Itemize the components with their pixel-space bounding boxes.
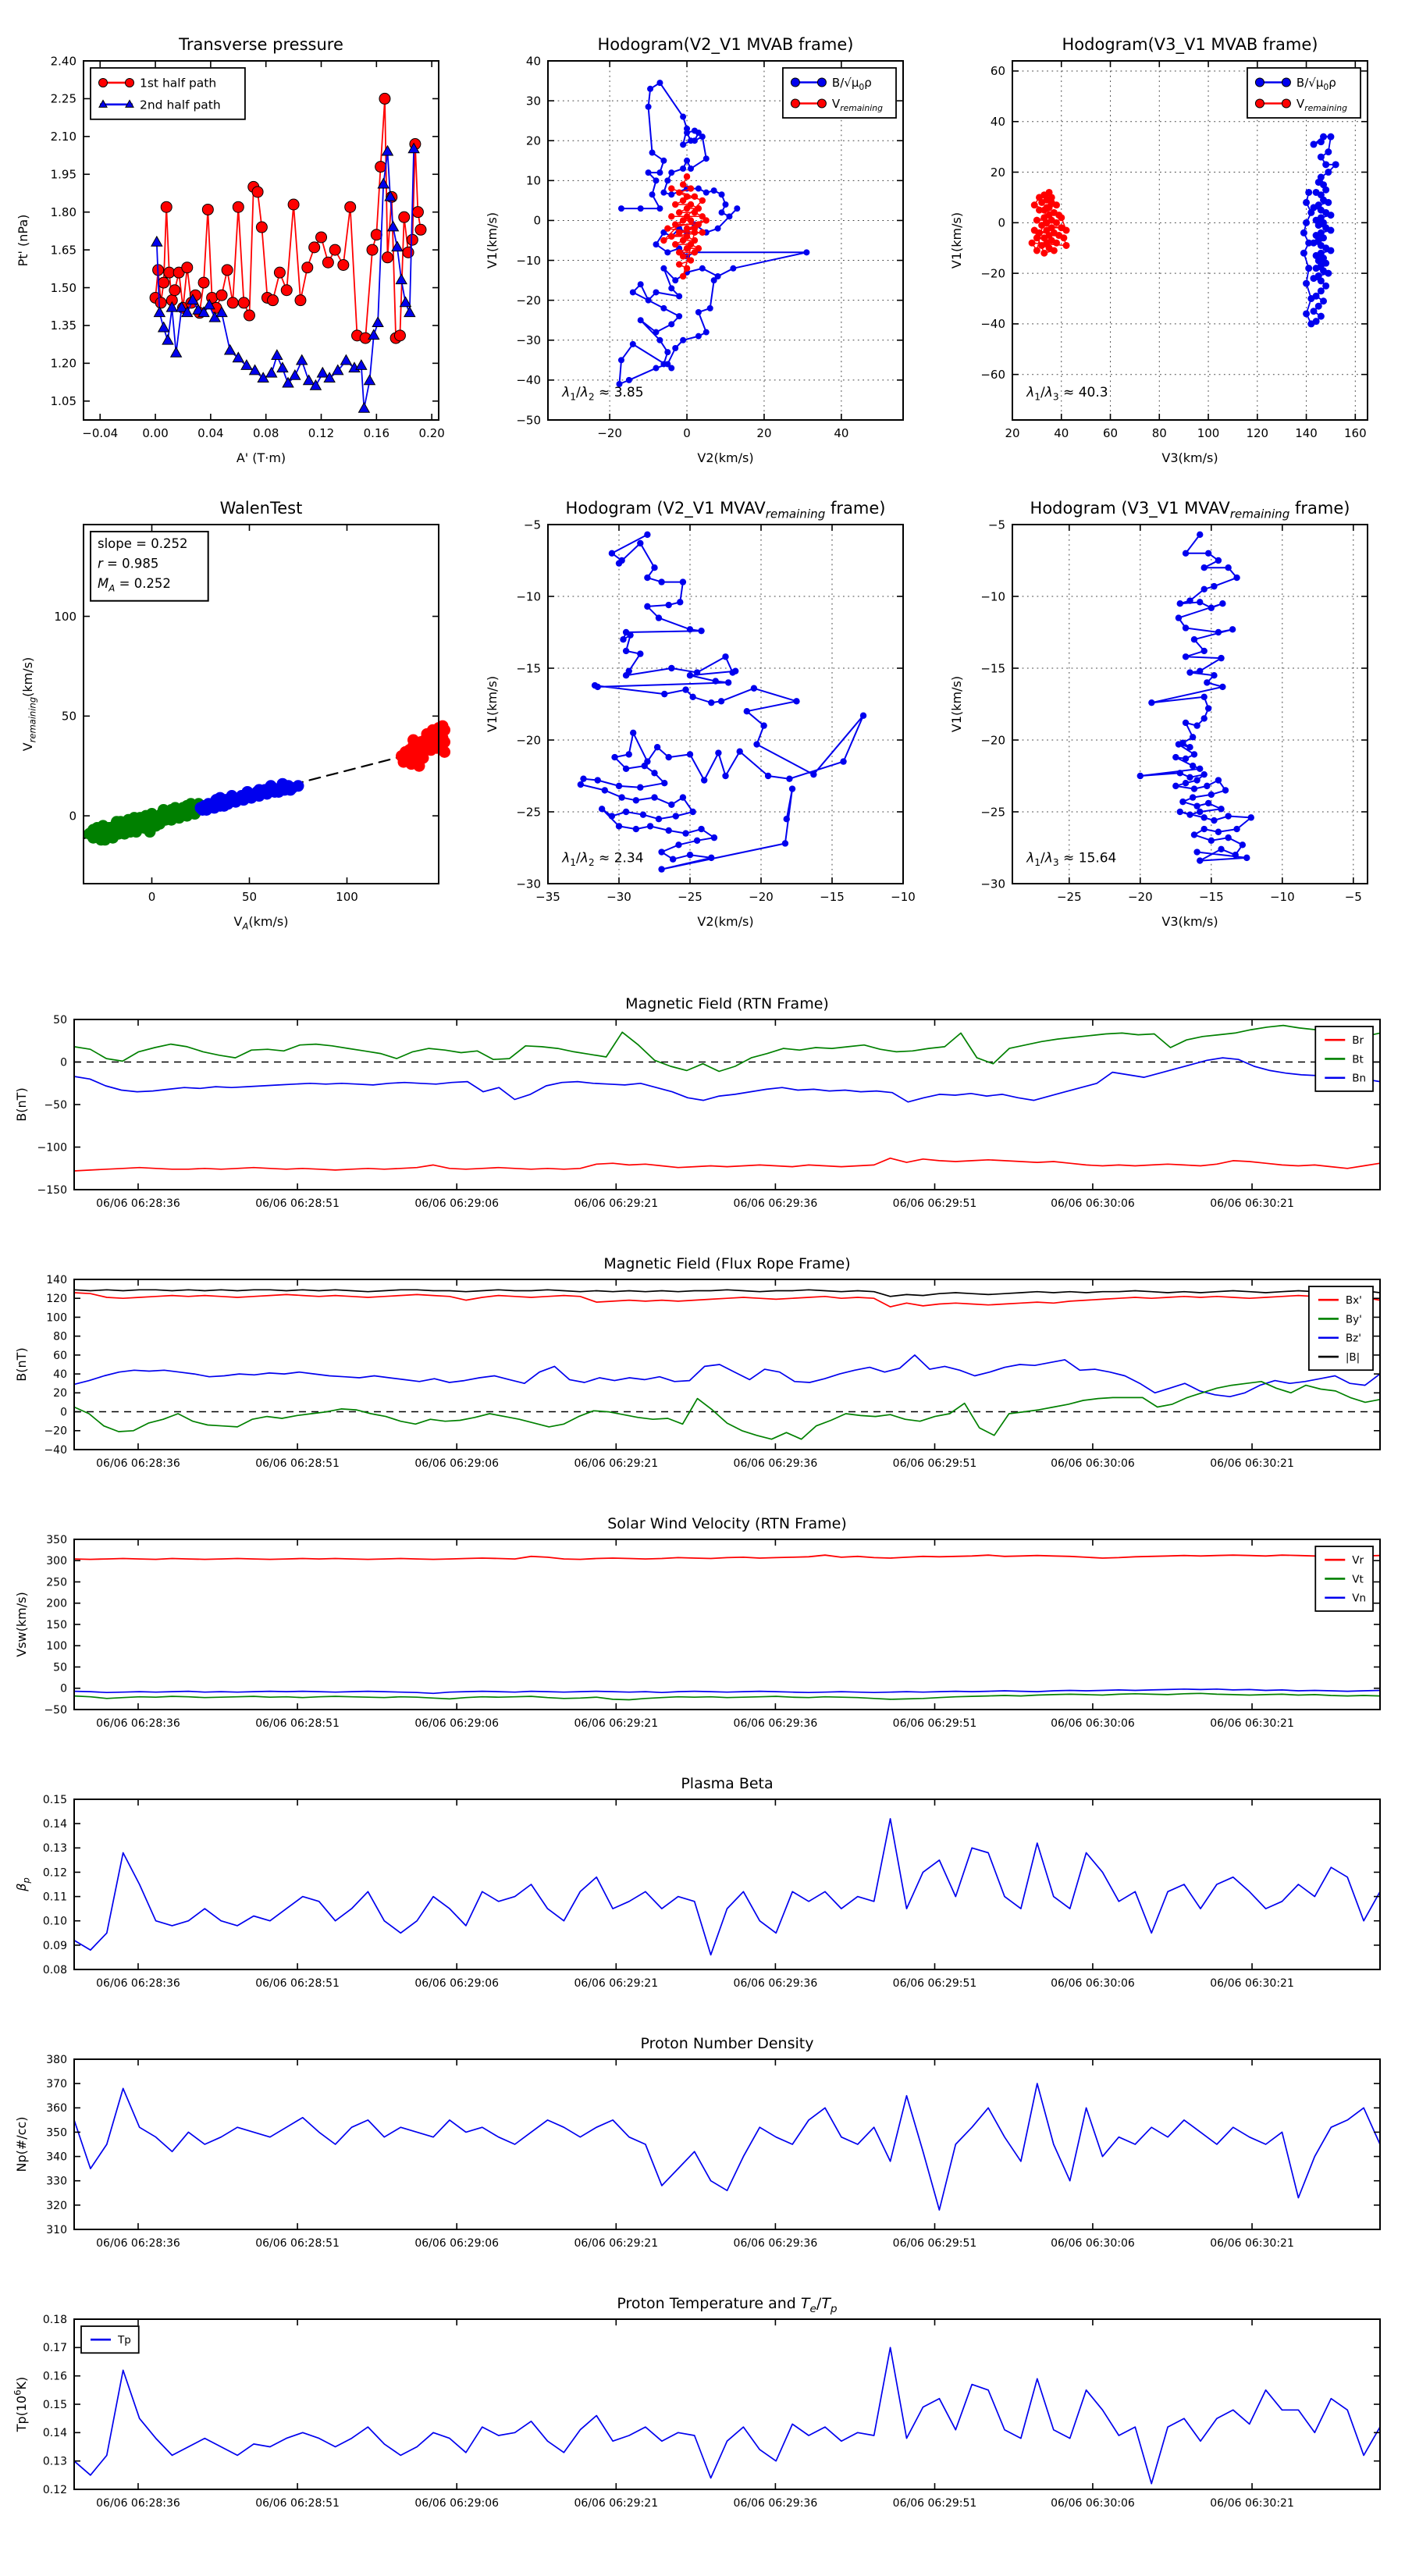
svg-text:1.65: 1.65	[50, 243, 76, 258]
svg-text:06/06 06:29:36: 06/06 06:29:36	[733, 2497, 818, 2510]
svg-text:06/06 06:29:21: 06/06 06:29:21	[574, 1197, 659, 1210]
svg-text:2nd half path: 2nd half path	[140, 98, 221, 112]
svg-text:06/06 06:29:51: 06/06 06:29:51	[892, 1457, 977, 1470]
svg-text:06/06 06:29:51: 06/06 06:29:51	[892, 2237, 977, 2250]
svg-text:06/06 06:30:06: 06/06 06:30:06	[1051, 1457, 1135, 1470]
svg-text:06/06 06:29:36: 06/06 06:29:36	[733, 1197, 818, 1210]
svg-text:−40: −40	[516, 373, 541, 388]
svg-text:λ1/λ2 ≈ 3.85: $\lambda_1/\lambda_2 \approx 3.85$	[562, 385, 644, 403]
svg-text:2.10: 2.10	[50, 130, 76, 144]
svg-text:06/06 06:29:51: 06/06 06:29:51	[892, 1977, 977, 1990]
svg-text:−5: −5	[523, 518, 541, 532]
svg-text:06/06 06:28:36: 06/06 06:28:36	[96, 1717, 180, 1730]
svg-text:Magnetic Field (RTN Frame): Magnetic Field (RTN Frame)	[625, 995, 829, 1012]
panel-magnetic-field-rtn	[0, 985, 1405, 1245]
svg-text:140: 140	[46, 1273, 67, 1286]
svg-text:−5: −5	[987, 518, 1005, 532]
svg-text:06/06 06:29:51: 06/06 06:29:51	[892, 1197, 977, 1210]
svg-text:1.05: 1.05	[50, 394, 76, 409]
svg-text:40: 40	[53, 1368, 67, 1382]
svg-text:−25: −25	[1056, 890, 1082, 904]
svg-text:0.18: 0.18	[42, 2313, 67, 2326]
svg-text:120: 120	[46, 1293, 67, 1306]
svg-text:20: 20	[53, 1387, 67, 1400]
svg-text:−30: −30	[516, 877, 541, 891]
svg-text:−10: −10	[891, 890, 916, 904]
svg-text:0.16: 0.16	[363, 426, 390, 440]
svg-text:A' (T·m): A' (T·m)	[236, 450, 286, 465]
svg-text:120: 120	[1246, 426, 1269, 440]
hodogram-v2v1-mvab-canvas	[474, 14, 930, 479]
svg-text:100: 100	[1197, 426, 1220, 440]
svg-text:−50: −50	[516, 413, 541, 428]
svg-text:−20: −20	[516, 733, 541, 748]
svg-text:−15: −15	[820, 890, 845, 904]
proton-number-density-canvas	[0, 2025, 1405, 2285]
panel-plasma-beta	[0, 1765, 1405, 2025]
hodogram-v3v1-mvab-canvas	[938, 14, 1395, 479]
svg-text:V1(km/s): V1(km/s)	[485, 675, 500, 733]
svg-text:06/06 06:29:51: 06/06 06:29:51	[892, 2497, 977, 2510]
svg-text:0.12: 0.12	[308, 426, 335, 440]
svg-text:50: 50	[53, 1013, 67, 1026]
svg-text:0.09: 0.09	[42, 1939, 67, 1952]
svg-text:B/√μ0ρ: $B/√\mu_0\rho$	[831, 75, 872, 92]
svg-text:2.40: 2.40	[50, 54, 76, 69]
svg-text:40: 40	[990, 114, 1005, 129]
svg-text:Transverse pressure: Transverse pressure	[179, 35, 343, 54]
svg-text:50: 50	[61, 709, 76, 724]
svg-text:0: 0	[69, 809, 76, 824]
svg-text:B(nT): B(nT)	[14, 1347, 29, 1382]
svg-text:MA = 0.252: $M_A = 0.252$	[98, 576, 171, 594]
svg-text:06/06 06:28:51: 06/06 06:28:51	[255, 1457, 340, 1470]
svg-text:Vremaining: $V_{remaining}$	[831, 96, 883, 113]
hodogram-v3v1-mvav-canvas	[938, 478, 1395, 942]
svg-text:350: 350	[46, 2126, 67, 2140]
svg-text:1.20: 1.20	[50, 356, 76, 371]
panel-hodogram-v3v1-mvab	[938, 14, 1395, 479]
svg-text:350: 350	[46, 1533, 67, 1546]
panel-hodogram-v2v1-mvab	[474, 14, 930, 479]
plasma-beta-canvas	[0, 1765, 1405, 2025]
svg-text:06/06 06:28:51: 06/06 06:28:51	[255, 1977, 340, 1990]
svg-text:−20: −20	[980, 733, 1005, 748]
svg-text:0: 0	[683, 426, 691, 440]
svg-text:0: 0	[998, 215, 1005, 230]
svg-text:06/06 06:28:36: 06/06 06:28:36	[96, 1197, 180, 1210]
svg-text:06/06 06:29:21: 06/06 06:29:21	[574, 1717, 659, 1730]
svg-text:−25: −25	[678, 890, 702, 904]
svg-text:0.11: 0.11	[42, 1891, 67, 1904]
svg-text:06/06 06:28:51: 06/06 06:28:51	[255, 1197, 340, 1210]
svg-text:340: 340	[46, 2151, 67, 2164]
svg-text:Solar Wind Velocity (RTN Frame: Solar Wind Velocity (RTN Frame)	[607, 1515, 847, 1532]
svg-text:−15: −15	[1198, 890, 1224, 904]
svg-text:06/06 06:28:36: 06/06 06:28:36	[96, 2237, 180, 2250]
svg-text:−15: −15	[980, 661, 1005, 676]
svg-text:V1(km/s): V1(km/s)	[949, 212, 964, 269]
svg-text:By': By'	[1345, 1313, 1362, 1326]
svg-text:06/06 06:30:06: 06/06 06:30:06	[1051, 2237, 1135, 2250]
panel-hodogram-v3v1-mvav	[938, 478, 1395, 942]
hodogram-v2v1-mvav-canvas	[474, 478, 930, 942]
svg-text:0.13: 0.13	[42, 1842, 67, 1856]
svg-text:−10: −10	[980, 589, 1005, 604]
svg-text:06/06 06:30:21: 06/06 06:30:21	[1210, 1457, 1294, 1470]
svg-text:Vremaining: $V_{remaining}$	[1296, 96, 1347, 113]
svg-text:|B|: |B|	[1345, 1350, 1361, 1364]
svg-text:Vsw(km/s): Vsw(km/s)	[14, 1592, 29, 1657]
svg-text:0.12: 0.12	[42, 1866, 67, 1880]
svg-text:−60: −60	[980, 367, 1005, 382]
svg-text:06/06 06:29:21: 06/06 06:29:21	[574, 1977, 659, 1990]
svg-text:Np(#/cc): Np(#/cc)	[14, 2116, 29, 2172]
panel-transverse-pressure	[9, 14, 466, 479]
svg-text:06/06 06:29:36: 06/06 06:29:36	[733, 1977, 818, 1990]
walen-test-canvas	[9, 478, 466, 942]
svg-text:0.00: 0.00	[142, 426, 169, 440]
svg-text:150: 150	[46, 1618, 67, 1631]
svg-text:λ1/λ2 ≈ 2.34: $\lambda_1/\lambda_2 \approx 2.34$	[562, 850, 644, 868]
svg-text:0: 0	[148, 890, 156, 904]
svg-text:−40: −40	[44, 1443, 67, 1457]
svg-text:−10: −10	[516, 253, 541, 268]
svg-text:50: 50	[241, 890, 258, 904]
svg-text:200: 200	[46, 1597, 67, 1610]
svg-text:βp: $\beta_p$	[14, 1877, 32, 1891]
svg-text:Plasma Beta: Plasma Beta	[681, 1775, 774, 1792]
panel-solar-wind-velocity	[0, 1505, 1405, 1765]
svg-text:60: 60	[1102, 426, 1119, 440]
svg-text:06/06 06:28:51: 06/06 06:28:51	[255, 2237, 340, 2250]
magnetic-field-rtn-canvas	[0, 985, 1405, 1245]
svg-text:0: 0	[533, 213, 541, 228]
svg-text:160: 160	[1343, 426, 1367, 440]
svg-text:06/06 06:30:06: 06/06 06:30:06	[1051, 1717, 1135, 1730]
svg-text:−50: −50	[44, 1098, 67, 1112]
solar-wind-velocity-canvas	[0, 1505, 1405, 1765]
svg-text:0.16: 0.16	[42, 2370, 67, 2383]
svg-text:06/06 06:30:21: 06/06 06:30:21	[1210, 2237, 1294, 2250]
svg-text:Hodogram (V2_V1 MVAVremaining: Hodogram (V2_V1 $MVAV_{remaining}$ frame)	[565, 499, 886, 521]
svg-text:0.15: 0.15	[42, 1793, 67, 1806]
svg-text:1st half path: 1st half path	[140, 76, 217, 91]
svg-text:−20: −20	[1127, 890, 1153, 904]
svg-text:250: 250	[46, 1576, 67, 1589]
svg-text:06/06 06:30:21: 06/06 06:30:21	[1210, 1977, 1294, 1990]
svg-text:06/06 06:28:51: 06/06 06:28:51	[255, 1717, 340, 1730]
svg-text:06/06 06:30:21: 06/06 06:30:21	[1210, 2497, 1294, 2510]
svg-text:06/06 06:29:21: 06/06 06:29:21	[574, 1457, 659, 1470]
svg-text:60: 60	[53, 1349, 67, 1362]
svg-text:λ1/λ3 ≈ 15.64: $\lambda_1/\lambda_3 \approx 15.64$	[1026, 850, 1117, 868]
svg-text:0.15: 0.15	[42, 2398, 67, 2411]
svg-text:06/06 06:29:21: 06/06 06:29:21	[574, 2237, 659, 2250]
svg-text:310: 310	[46, 2223, 67, 2236]
svg-text:06/06 06:28:36: 06/06 06:28:36	[96, 2497, 180, 2510]
svg-text:−35: −35	[535, 890, 560, 904]
svg-text:300: 300	[46, 1555, 67, 1568]
svg-text:WalenTest: WalenTest	[219, 499, 303, 518]
svg-text:06/06 06:28:36: 06/06 06:28:36	[96, 1457, 180, 1470]
svg-text:06/06 06:30:06: 06/06 06:30:06	[1051, 2497, 1135, 2510]
svg-text:Proton Temperature and Te/Tp: Proton Temperature and $T_e/T_p$	[617, 2295, 838, 2316]
transverse-pressure-canvas	[9, 14, 466, 479]
svg-text:r = 0.985: r = 0.985	[98, 556, 159, 571]
svg-text:Hodogram(V3_V1 MVAB frame): Hodogram(V3_V1 MVAB frame)	[1062, 35, 1318, 54]
svg-text:06/06 06:28:51: 06/06 06:28:51	[255, 2497, 340, 2510]
svg-text:40: 40	[525, 54, 541, 69]
svg-text:20: 20	[1005, 426, 1020, 440]
magnetic-field-flux-rope-canvas	[0, 1245, 1405, 1505]
svg-text:Pt' (nPa): Pt' (nPa)	[16, 214, 30, 267]
svg-text:06/06 06:28:36: 06/06 06:28:36	[96, 1977, 180, 1990]
svg-text:V3(km/s): V3(km/s)	[1161, 450, 1218, 465]
svg-text:Vt: Vt	[1352, 1573, 1364, 1586]
svg-text:−20: −20	[44, 1425, 67, 1438]
svg-text:0.10: 0.10	[42, 1915, 67, 1928]
svg-text:1.50: 1.50	[50, 280, 76, 295]
svg-text:0.14: 0.14	[42, 2427, 67, 2440]
svg-text:0: 0	[60, 1682, 67, 1695]
svg-text:−15: −15	[516, 661, 541, 676]
svg-text:V1(km/s): V1(km/s)	[485, 212, 500, 269]
svg-text:40: 40	[834, 426, 849, 440]
svg-text:−25: −25	[980, 805, 1005, 820]
svg-text:330: 330	[46, 2175, 67, 2188]
svg-text:06/06 06:29:36: 06/06 06:29:36	[733, 1717, 818, 1730]
svg-text:0: 0	[60, 1056, 67, 1069]
svg-text:Vr: Vr	[1352, 1554, 1364, 1567]
proton-temperature-canvas	[0, 2285, 1405, 2545]
svg-text:−10: −10	[516, 589, 541, 604]
svg-text:Bx': Bx'	[1345, 1294, 1362, 1308]
svg-text:V3(km/s): V3(km/s)	[1161, 914, 1218, 929]
svg-text:06/06 06:30:06: 06/06 06:30:06	[1051, 1977, 1135, 1990]
svg-text:Br: Br	[1352, 1034, 1364, 1048]
svg-text:0.14: 0.14	[42, 1818, 67, 1831]
svg-text:20: 20	[525, 133, 541, 148]
svg-text:80: 80	[53, 1330, 67, 1343]
svg-text:−40: −40	[980, 317, 1005, 332]
svg-text:0: 0	[60, 1406, 67, 1419]
svg-text:06/06 06:29:06: 06/06 06:29:06	[414, 2497, 500, 2510]
svg-text:Bn: Bn	[1352, 1072, 1367, 1085]
svg-text:VA(km/s): $V_A(km/s)$	[233, 914, 289, 932]
panel-proton-number-density	[0, 2025, 1405, 2285]
svg-text:100: 100	[46, 1640, 67, 1653]
svg-text:Tp: Tp	[118, 2334, 131, 2347]
svg-text:40: 40	[1054, 426, 1069, 440]
svg-text:370: 370	[46, 2078, 67, 2091]
svg-text:06/06 06:29:06: 06/06 06:29:06	[414, 1457, 500, 1470]
panel-magnetic-field-flux-rope	[0, 1245, 1405, 1505]
svg-text:B(nT): B(nT)	[14, 1087, 29, 1122]
svg-text:06/06 06:29:06: 06/06 06:29:06	[414, 2237, 500, 2250]
svg-text:100: 100	[336, 890, 358, 904]
svg-text:−20: −20	[516, 293, 541, 308]
svg-text:Vn: Vn	[1352, 1592, 1367, 1605]
svg-text:06/06 06:30:06: 06/06 06:30:06	[1051, 1197, 1135, 1210]
panel-proton-temperature	[0, 2285, 1405, 2545]
panel-hodogram-v2v1-mvav	[474, 478, 930, 942]
svg-text:06/06 06:30:21: 06/06 06:30:21	[1210, 1197, 1294, 1210]
svg-text:−5: −5	[1344, 890, 1362, 904]
svg-text:−30: −30	[516, 333, 541, 348]
svg-text:06/06 06:29:36: 06/06 06:29:36	[733, 1457, 818, 1470]
svg-text:Vremaining(km/s): $V_{remaining}(km/s)$	[20, 656, 38, 752]
svg-text:λ1/λ3 ≈ 40.3: $\lambda_1/\lambda_3 \approx 40.3$	[1026, 385, 1108, 403]
svg-text:−20: −20	[980, 266, 1005, 281]
svg-text:0.13: 0.13	[42, 2455, 67, 2468]
svg-text:1.80: 1.80	[50, 205, 76, 219]
svg-text:−100: −100	[37, 1141, 67, 1155]
svg-text:Magnetic Field (Flux Rope Fram: Magnetic Field (Flux Rope Frame)	[603, 1255, 851, 1272]
svg-text:1.95: 1.95	[50, 167, 76, 182]
svg-text:Hodogram (V3_V1 MVAVremaining: Hodogram (V3_V1 $MVAV_{remaining}$ frame)	[1030, 499, 1350, 521]
svg-text:06/06 06:29:21: 06/06 06:29:21	[574, 2497, 659, 2510]
svg-text:20: 20	[756, 426, 772, 440]
svg-text:60: 60	[990, 64, 1005, 79]
svg-text:V2(km/s): V2(km/s)	[697, 450, 754, 465]
svg-text:06/06 06:29:06: 06/06 06:29:06	[414, 1717, 500, 1730]
svg-text:V1(km/s): V1(km/s)	[949, 675, 964, 733]
svg-text:−10: −10	[1269, 890, 1295, 904]
svg-text:−30: −30	[980, 877, 1005, 891]
svg-text:06/06 06:29:51: 06/06 06:29:51	[892, 1717, 977, 1730]
svg-text:−20: −20	[749, 890, 774, 904]
svg-text:50: 50	[53, 1661, 67, 1674]
svg-text:100: 100	[46, 1311, 67, 1325]
svg-text:0.17: 0.17	[42, 2342, 67, 2355]
svg-text:Tp(106K): $Tp(10^6K)$	[12, 2376, 29, 2432]
svg-text:−20: −20	[597, 426, 622, 440]
svg-text:320: 320	[46, 2199, 67, 2212]
svg-text:10: 10	[525, 173, 541, 188]
svg-text:−150: −150	[37, 1183, 67, 1197]
svg-text:0.20: 0.20	[418, 426, 445, 440]
svg-text:2.25: 2.25	[50, 91, 76, 106]
svg-text:B/√μ0ρ: $B/√\mu_0\rho$	[1296, 75, 1336, 92]
svg-text:−30: −30	[606, 890, 631, 904]
svg-text:0.04: 0.04	[197, 426, 224, 440]
svg-text:0.08: 0.08	[42, 1963, 67, 1976]
panel-walen-test	[9, 478, 466, 942]
svg-text:0.12: 0.12	[42, 2483, 67, 2496]
svg-text:−0.04: −0.04	[82, 426, 119, 440]
svg-text:06/06 06:29:36: 06/06 06:29:36	[733, 2237, 818, 2250]
svg-text:06/06 06:30:21: 06/06 06:30:21	[1210, 1717, 1294, 1730]
svg-text:Proton Number Density: Proton Number Density	[640, 2035, 814, 2052]
svg-text:Hodogram(V2_V1 MVAB frame): Hodogram(V2_V1 MVAB frame)	[597, 35, 854, 54]
svg-text:30: 30	[525, 94, 541, 109]
svg-text:V2(km/s): V2(km/s)	[697, 914, 754, 929]
svg-text:slope = 0.252: slope = 0.252	[98, 535, 188, 551]
svg-text:100: 100	[54, 609, 76, 624]
svg-text:140: 140	[1295, 426, 1318, 440]
svg-text:1.35: 1.35	[50, 318, 76, 333]
svg-text:Bz': Bz'	[1345, 1332, 1361, 1345]
svg-text:20: 20	[990, 165, 1005, 180]
svg-text:Bt: Bt	[1352, 1053, 1364, 1066]
svg-text:360: 360	[46, 2102, 67, 2115]
svg-text:380: 380	[46, 2053, 67, 2066]
svg-text:06/06 06:29:06: 06/06 06:29:06	[414, 1197, 500, 1210]
svg-text:0.08: 0.08	[252, 426, 279, 440]
svg-text:−25: −25	[516, 805, 541, 820]
svg-text:06/06 06:29:06: 06/06 06:29:06	[414, 1977, 500, 1990]
svg-text:80: 80	[1151, 426, 1167, 440]
svg-text:−50: −50	[44, 1703, 67, 1717]
